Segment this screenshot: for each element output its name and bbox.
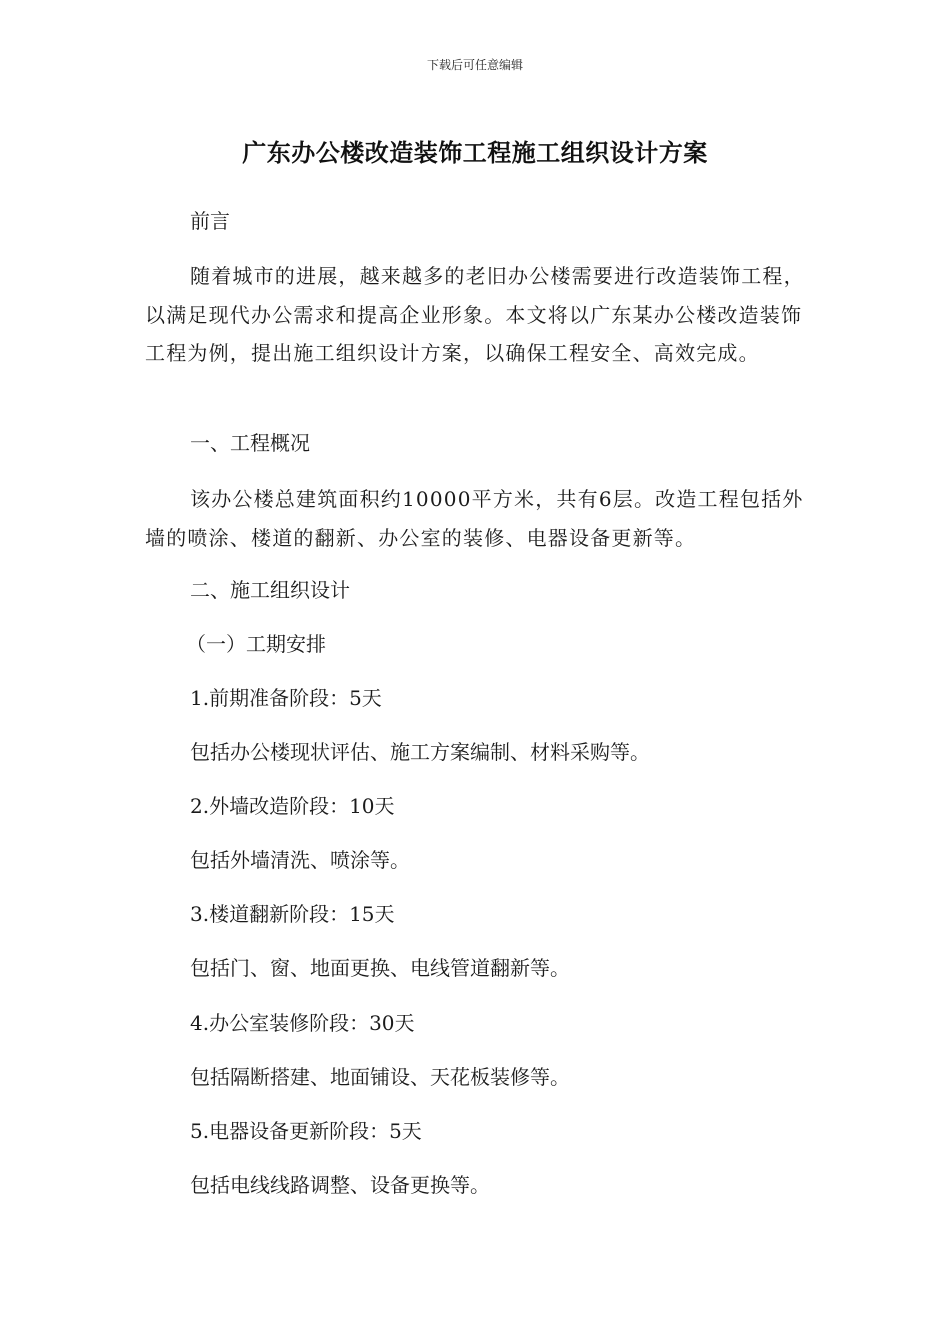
preface-heading: 前言 xyxy=(190,209,230,233)
subsection1-heading: （一）工期安排 xyxy=(186,632,326,656)
phase-title: 3.楼道翻新阶段：15天 xyxy=(190,902,395,926)
phase-title: 4.办公室装修阶段：30天 xyxy=(190,1011,415,1035)
preface-paragraph: 随着城市的进展，越来越多的老旧办公楼需要进行改造装饰工程，以满足现代办公需求和提高企业形象。本文将以广东某办公楼改造装饰工程为例，提出施工组织设计方案，以确保工程安全、高效完成。 xyxy=(145,264,805,365)
phase-description: 包括电线线路调整、设备更换等。 xyxy=(190,1173,490,1197)
section2-heading: 二、施工组织设计 xyxy=(190,578,350,602)
phase-description: 包括办公楼现状评估、施工方案编制、材料采购等。 xyxy=(190,740,650,764)
phase-title: 2.外墙改造阶段：10天 xyxy=(190,794,395,818)
phase-title: 1.前期准备阶段：5天 xyxy=(190,686,382,710)
phase-title: 5.电器设备更新阶段：5天 xyxy=(190,1119,422,1143)
document-title: 广东办公楼改造装饰工程施工组织设计方案 xyxy=(242,139,708,167)
header-note: 下载后可任意编辑 xyxy=(426,58,523,72)
section1-paragraph: 该办公楼总建筑面积约10000平方米，共有6层。改造工程包括外墙的喷涂、楼道的翻新、办公室的装修、电器设备更新等。 xyxy=(145,487,804,550)
phase-description: 包括外墙清洗、喷涂等。 xyxy=(190,848,410,872)
section1-heading: 一、工程概况 xyxy=(190,431,310,455)
phase-description: 包括隔断搭建、地面铺设、天花板装修等。 xyxy=(190,1065,570,1089)
phase-description: 包括门、窗、地面更换、电线管道翻新等。 xyxy=(190,956,570,980)
